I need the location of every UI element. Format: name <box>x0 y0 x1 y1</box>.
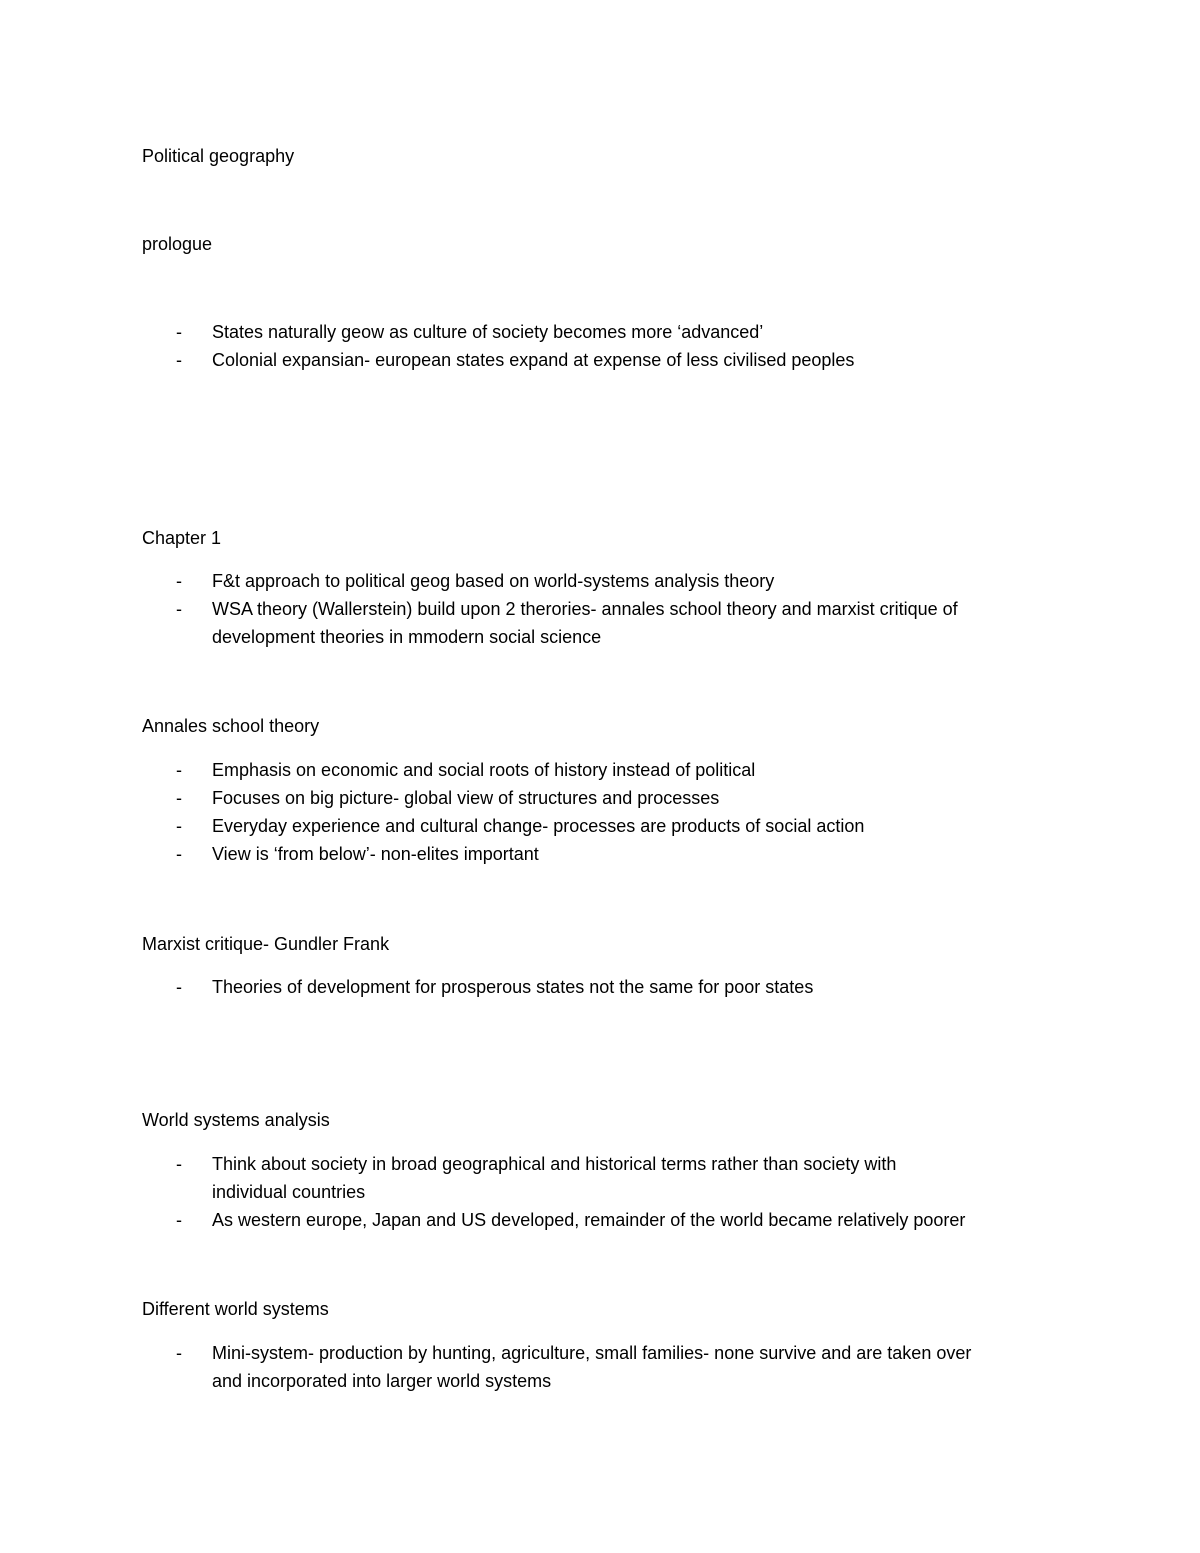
section-heading: Annales school theory <box>142 716 320 736</box>
list-item-text-continued: development theories in mmodern social science <box>212 627 602 647</box>
bullet-marker: - <box>176 788 182 808</box>
list-item-text-continued: and incorporated into larger world systems <box>212 1371 552 1391</box>
bullet-marker: - <box>176 977 182 997</box>
list-item-text: As western europe, Japan and US developed, remainder of the world became relatively poorer <box>212 1210 966 1230</box>
bullet-marker: - <box>176 844 182 864</box>
section-heading: Different world systems <box>142 1299 329 1319</box>
list-item-text: Mini-system- production by hunting, agriculture, small families- none survive and are taken over <box>212 1343 972 1363</box>
section-heading: Marxist critique- Gundler Frank <box>142 934 390 954</box>
list-item-text: Think about society in broad geographical and historical terms rather than society with <box>212 1154 897 1174</box>
bullet-marker: - <box>176 1343 182 1363</box>
bullet-marker: - <box>176 350 182 370</box>
bullet-marker: - <box>176 599 182 619</box>
bullet-marker: - <box>176 571 182 591</box>
list-item-text-continued: individual countries <box>212 1182 366 1202</box>
bullet-marker: - <box>176 1210 182 1230</box>
bullet-marker: - <box>176 1154 182 1174</box>
list-item-text: Everyday experience and cultural change- processes are products of social action <box>212 816 865 836</box>
document-title: Political geography <box>142 146 295 166</box>
list-item-text: Colonial expansian- european states expand at expense of less civilised peoples <box>212 350 855 370</box>
list-item-text: F&t approach to political geog based on world-systems analysis theory <box>212 571 775 591</box>
section-heading: Chapter 1 <box>142 528 222 548</box>
list-item-text: States naturally geow as culture of society becomes more ‘advanced’ <box>212 322 764 342</box>
list-item-text: Emphasis on economic and social roots of history instead of political <box>212 760 756 780</box>
bullet-marker: - <box>176 816 182 836</box>
list-item-text: Focuses on big picture- global view of structures and processes <box>212 788 720 808</box>
list-item-text: WSA theory (Wallerstein) build upon 2 therories- annales school theory and marxist critique of <box>212 599 958 619</box>
section-heading: World systems analysis <box>142 1110 330 1130</box>
list-item-text: View is ‘from below’- non-elites important <box>212 844 539 864</box>
section-heading: prologue <box>142 234 213 254</box>
bullet-marker: - <box>176 760 182 780</box>
list-item-text: Theories of development for prosperous states not the same for poor states <box>212 977 814 997</box>
bullet-marker: - <box>176 322 182 342</box>
